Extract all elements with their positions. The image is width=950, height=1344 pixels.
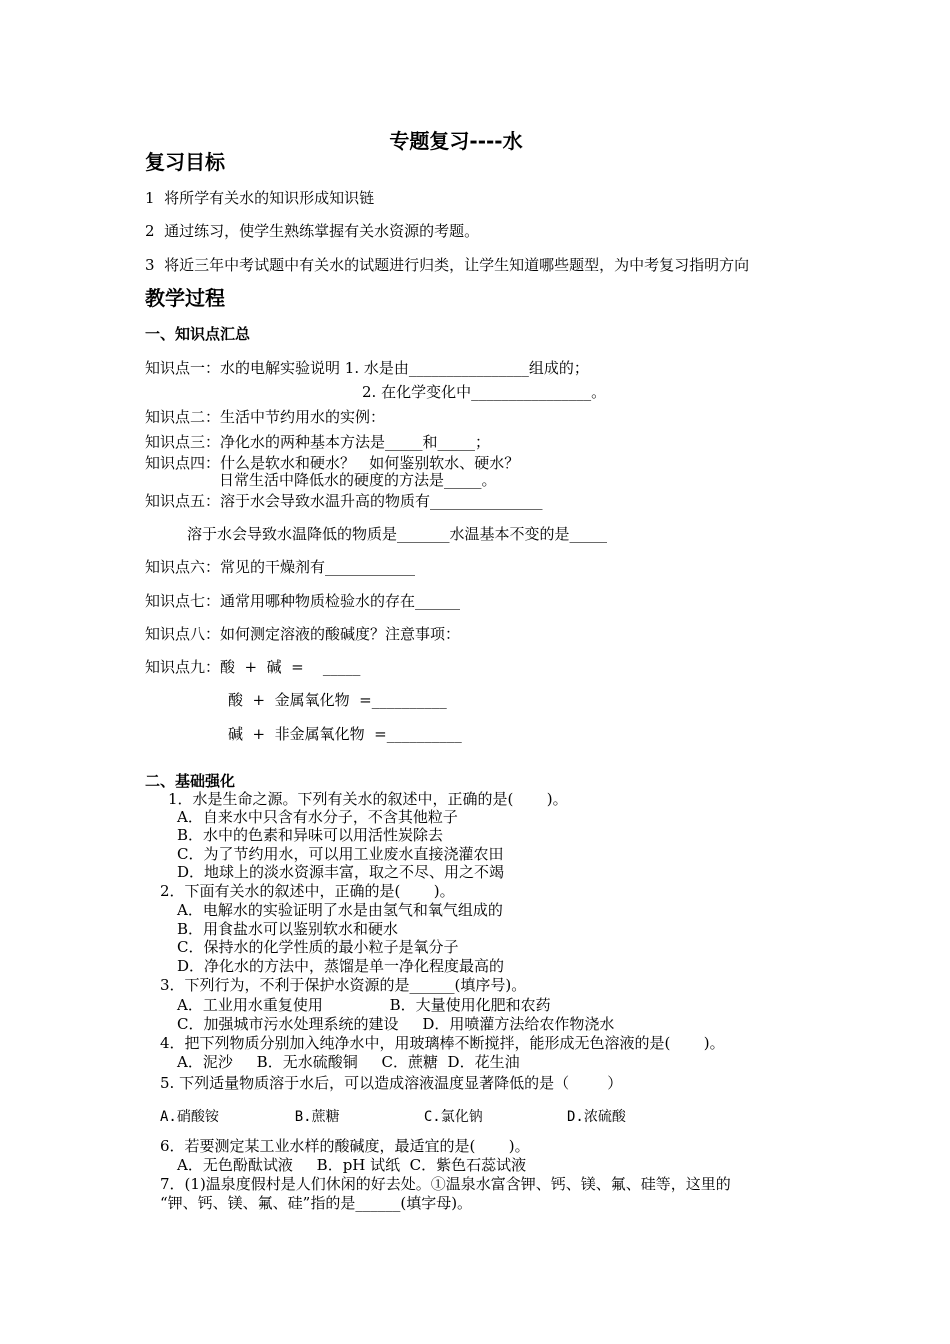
question-6-options: A．无色酚酞试液 B．pH 试纸 C．紫色石蕊试液 bbox=[177, 1156, 527, 1174]
question-4-options: A．泥沙 B．无水硫酸铜 C．蔗糖 D．花生油 bbox=[177, 1053, 520, 1071]
knowledge-point-7: 知识点七：通常用哪种物质检验水的存在______ bbox=[145, 592, 461, 610]
knowledge-point-5-line2: 溶于水会导致水温降低的物质是_______水温基本不变的是_____ bbox=[187, 525, 608, 543]
goal-item: 1 将所学有关水的知识形成知识链 bbox=[145, 189, 375, 207]
knowledge-point-2: 知识点二：生活中节约用水的实例： bbox=[145, 408, 386, 426]
question-4: 4．把下列物质分别加入纯净水中，用玻璃棒不断搅拌，能形成无色溶液的是( )。 bbox=[160, 1034, 725, 1052]
question-7: 7．(1)温泉度假村是人们休闲的好去处。①温泉水富含钾、钙、镁、氟、硅等，这里的 bbox=[160, 1175, 731, 1193]
question-2-option: B．用食盐水可以鉴别软水和硬水 bbox=[177, 920, 399, 938]
document-title: 专题复习----水 bbox=[389, 129, 523, 153]
question-2-option: C．保持水的化学性质的最小粒子是氧分子 bbox=[177, 938, 459, 956]
knowledge-point-1: 知识点一：水的电解实验说明 1. 水是由________________组成的； bbox=[145, 359, 589, 377]
question-2: 2．下面有关水的叙述中，正确的是( )。 bbox=[160, 882, 455, 900]
knowledge-point-9: 知识点九：酸 + 碱 = _____ bbox=[145, 658, 361, 676]
knowledge-point-4-line2: 日常生活中降低水的硬度的方法是_____。 bbox=[219, 471, 497, 489]
question-7-line2: “钾、钙、镁、氟、硅”指的是______(填字母)。 bbox=[160, 1194, 473, 1212]
question-5: 5. 下列适量物质溶于水后，可以造成溶液温度显著降低的是（ ） bbox=[160, 1074, 623, 1092]
section-heading: 一、知识点汇总 bbox=[145, 325, 251, 343]
knowledge-point-3: 知识点三：净化水的两种基本方法是_____和_____； bbox=[145, 433, 491, 451]
knowledge-point-9-line2: 酸 + 金属氧化物 =__________ bbox=[228, 691, 447, 709]
question-2-option: A．电解水的实验证明了水是由氢气和氧气组成的 bbox=[177, 901, 503, 919]
question-6: 6．若要测定某工业水样的酸碱度，最适宜的是( )。 bbox=[160, 1137, 530, 1155]
goals-heading: 复习目标 bbox=[145, 150, 225, 174]
process-heading: 教学过程 bbox=[145, 286, 225, 310]
goal-item: 2 通过练习，使学生熟练掌握有关水资源的考题。 bbox=[145, 222, 480, 240]
question-1-option: A．自来水中只含有水分子，不含其他粒子 bbox=[177, 808, 458, 826]
knowledge-point-6: 知识点六：常见的干燥剂有____________ bbox=[145, 558, 416, 576]
knowledge-point-4: 知识点四：什么是软水和硬水？ 如何鉴别软水、硬水？ bbox=[145, 454, 520, 472]
question-2-option: D．净化水的方法中，蒸馏是单一净化程度最高的 bbox=[177, 957, 505, 975]
goal-item: 3 将近三年中考试题中有关水的试题进行归类，让学生知道哪些题型，为中考复习指明方向 bbox=[145, 256, 750, 274]
question-1-option: D．地球上的淡水资源丰富，取之不尽、用之不竭 bbox=[177, 863, 505, 881]
question-3-options: C．加强城市污水处理系统的建设 D．用喷灌方法给农作物浇水 bbox=[177, 1015, 615, 1033]
knowledge-point-8: 知识点八：如何测定溶液的酸碱度？注意事项： bbox=[145, 625, 461, 643]
question-3: 3．下列行为，不利于保护水资源的是______(填序号)。 bbox=[160, 976, 527, 994]
question-1-option: B．水中的色素和异味可以用活性炭除去 bbox=[177, 826, 444, 844]
knowledge-point-1-line2: 2. 在化学变化中________________。 bbox=[362, 383, 607, 401]
knowledge-point-9-line3: 碱 + 非金属氧化物 =__________ bbox=[228, 725, 462, 743]
question-1: 1．水是生命之源。下列有关水的叙述中，正确的是( )。 bbox=[168, 790, 568, 808]
question-5-options: A.硝酸铵 B.蔗糖 C.氯化钠 D.浓硫酸 bbox=[160, 1109, 626, 1125]
question-3-options: A．工业用水重复使用 B．大量使用化肥和农药 bbox=[177, 996, 551, 1014]
knowledge-point-5: 知识点五：溶于水会导致水温升高的物质有_______________ bbox=[145, 492, 543, 510]
question-1-option: C．为了节约用水，可以用工业废水直接浇灌农田 bbox=[177, 845, 504, 863]
section-heading: 二、基础强化 bbox=[145, 772, 236, 790]
